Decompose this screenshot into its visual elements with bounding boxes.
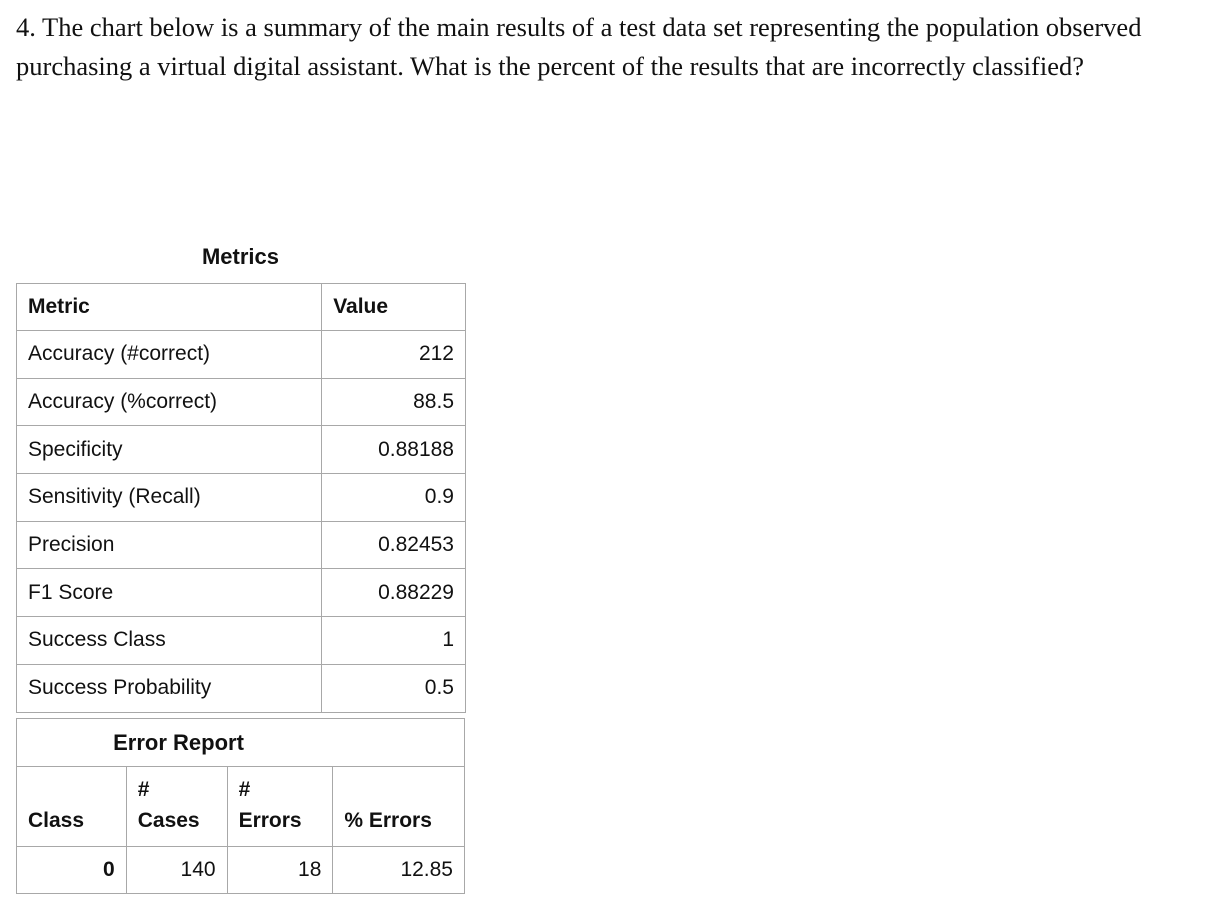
- metric-name: Accuracy (#correct): [17, 331, 322, 379]
- metric-name: Success Class: [17, 617, 322, 665]
- metric-value: 0.9: [322, 474, 466, 522]
- cases-value: 140: [126, 847, 227, 894]
- metrics-row: [17, 569, 466, 617]
- class-column-header: Class: [17, 767, 127, 847]
- metric-value: 0.82453: [322, 521, 466, 569]
- error-report-row: [17, 847, 465, 894]
- metric-value: 212: [322, 331, 466, 379]
- metrics-row: [17, 664, 466, 712]
- metric-value: 0.5: [322, 664, 466, 712]
- error-report-header-row: [17, 767, 465, 847]
- metric-name: Accuracy (%correct): [17, 378, 322, 426]
- cases-header-hash: #: [137, 778, 150, 801]
- metric-name: Precision: [17, 521, 322, 569]
- pct-errors-value: 12.85: [333, 847, 465, 894]
- metric-name: Success Probability: [17, 664, 322, 712]
- class-value: 0: [17, 847, 127, 894]
- pct-errors-column-header: % Errors: [333, 767, 465, 847]
- metrics-row: [17, 474, 466, 522]
- metrics-table-caption: Metrics: [201, 244, 280, 269]
- errors-column-header: [227, 767, 333, 847]
- metric-value: 0.88188: [322, 426, 466, 474]
- errors-value: 18: [227, 847, 333, 894]
- cases-header-label: Cases: [137, 809, 200, 832]
- errors-header-hash: #: [238, 778, 251, 801]
- metrics-row: [17, 617, 466, 665]
- metric-value: 0.88229: [322, 569, 466, 617]
- metric-name: F1 Score: [17, 569, 322, 617]
- error-report-table: [16, 718, 465, 894]
- metrics-row: [17, 378, 466, 426]
- metric-value: 88.5: [322, 378, 466, 426]
- metrics-row: [17, 426, 466, 474]
- metric-value: 1: [322, 617, 466, 665]
- metrics-row: [17, 331, 466, 379]
- error-report-title-row: [17, 719, 465, 767]
- error-report-title-cell: [17, 719, 465, 767]
- cases-column-header: [126, 767, 227, 847]
- metrics-header-row: [17, 284, 466, 331]
- metrics-row: [17, 521, 466, 569]
- value-column-header: Value: [322, 284, 466, 331]
- metrics-table: [16, 283, 466, 713]
- metric-name: Sensitivity (Recall): [17, 474, 322, 522]
- metric-column-header: Metric: [17, 284, 322, 331]
- error-report-title: Error Report: [113, 729, 244, 755]
- metric-name: Specificity: [17, 426, 322, 474]
- errors-header-label: Errors: [238, 809, 302, 832]
- question-text: 4. The chart below is a summary of the main results of a test data set representing the population observed purchasing a virtual digital assistant. What is the percent of the results that are incorrectly classified?: [16, 12, 1142, 81]
